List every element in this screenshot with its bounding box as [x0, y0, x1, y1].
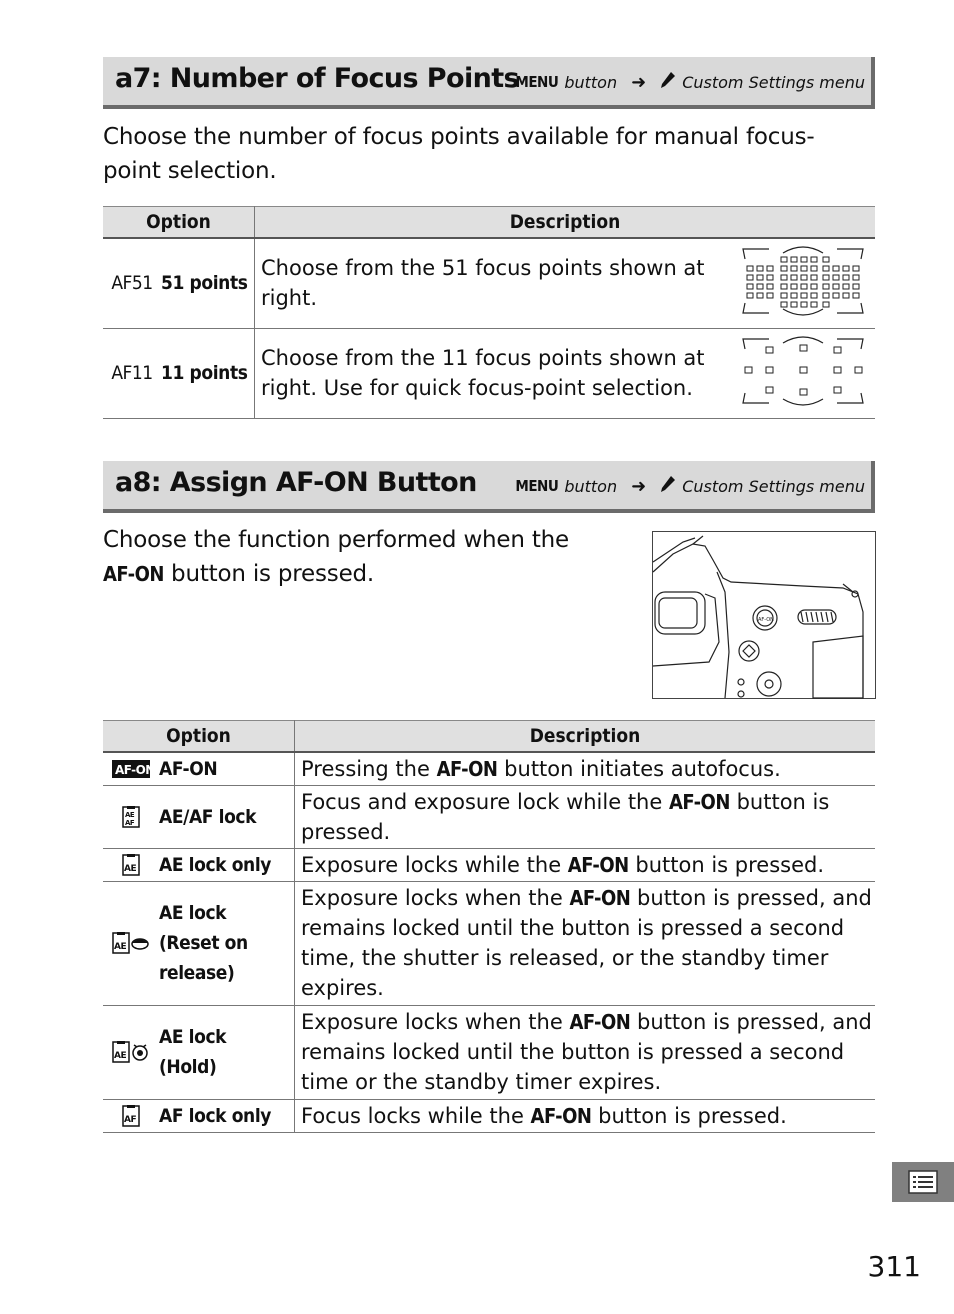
focus-point — [834, 387, 841, 393]
description-cell — [295, 1005, 876, 1099]
focus-point — [833, 275, 839, 280]
focus-point — [823, 284, 829, 289]
focus-point — [853, 284, 859, 289]
table-row — [103, 328, 875, 418]
description-part: Exposure locks while the — [301, 852, 568, 877]
description-cell — [255, 238, 876, 328]
option-label: AE/AF lock — [159, 805, 257, 828]
focus-point — [766, 347, 773, 353]
description-part: button is pressed, and remains locked until the button is pressed a second time or the standby timer expires. — [301, 1010, 872, 1094]
description-text — [295, 1007, 875, 1097]
svg-text:AE: AE — [114, 942, 127, 952]
focus-point — [801, 293, 807, 298]
description-cell — [295, 752, 876, 785]
focus-point — [800, 389, 807, 395]
option-cell — [103, 238, 255, 328]
focus-point — [823, 266, 829, 271]
focus-point — [843, 266, 849, 271]
section-title: a8: Assign AF-ON Button — [115, 467, 477, 498]
focus-point — [843, 284, 849, 289]
description-cell — [255, 328, 876, 418]
focus-point — [791, 302, 797, 307]
focus-point — [781, 302, 787, 307]
focus-point — [767, 293, 773, 298]
description-cell — [295, 881, 876, 1005]
option-cell — [103, 848, 295, 881]
description-part: button initiates autofocus. — [497, 756, 781, 781]
svg-text:AE: AE — [124, 863, 137, 874]
af-on-assignment-table — [103, 720, 875, 1133]
intro-text-a7: Choose the number of focus points available for manual focus-point selection. — [103, 124, 815, 184]
menu-button-label: MENU — [515, 73, 559, 91]
svg-text:AF-ON: AF-ON — [115, 762, 155, 777]
af-on-button-label: AF-ON — [530, 1103, 592, 1128]
button-word: button — [564, 476, 618, 496]
description-cell — [295, 785, 876, 848]
option-cell — [103, 1099, 295, 1132]
focus-point — [747, 275, 753, 280]
focus-point — [853, 275, 859, 280]
description-cell — [295, 1099, 876, 1132]
menu-name: Custom Settings menu — [682, 72, 865, 92]
table-row — [103, 238, 875, 328]
focus-point — [833, 293, 839, 298]
focus-point — [747, 266, 753, 271]
focus-point — [823, 302, 829, 307]
svg-text:AF: AF — [124, 1114, 137, 1125]
description-part: button is pressed, and remains locked until the button is pressed a second time, the shutter is released, or the standby timer expires. — [301, 886, 872, 1000]
focus-point — [801, 275, 807, 280]
table-row — [103, 1005, 875, 1099]
focus-point — [781, 275, 787, 280]
description-text — [295, 754, 875, 784]
description-text: Choose from the 11 focus points shown at right. Use for quick focus-point selection. — [261, 346, 705, 400]
option-label: AE lock (Reset on release) — [159, 902, 248, 984]
description-text — [295, 1101, 875, 1131]
table-row — [103, 752, 875, 785]
option-cell — [103, 881, 295, 1005]
focus-point — [766, 367, 773, 373]
description-part: Pressing the — [301, 756, 437, 781]
section-header-a8 — [103, 461, 875, 513]
arrow-right-icon: ➜ — [631, 71, 647, 93]
focus-point — [811, 257, 817, 262]
table-row — [103, 1099, 875, 1132]
focus-point — [781, 257, 787, 262]
focus-point — [781, 284, 787, 289]
description-cell — [295, 848, 876, 881]
description-text — [295, 883, 875, 1003]
page-number: 311 — [867, 1250, 921, 1283]
svg-text:AE: AE — [125, 810, 135, 819]
focus-point — [791, 284, 797, 289]
intro-text-part: button is pressed. — [163, 561, 375, 587]
table-row — [103, 848, 875, 881]
table-header-row — [103, 721, 875, 753]
option-cell — [103, 785, 295, 848]
column-header-description: Description — [295, 721, 876, 753]
focus-point — [811, 284, 817, 289]
intro-text-part: Choose the function performed when the — [103, 527, 570, 553]
focus-points-table — [103, 206, 875, 419]
af-on-mode-icon — [103, 760, 159, 778]
list-icon — [908, 1170, 938, 1194]
focus-point — [853, 293, 859, 298]
camera-back-illustration — [652, 531, 876, 699]
focus-point — [833, 266, 839, 271]
af-on-button-label: AF-ON — [668, 789, 730, 814]
focus-point — [767, 275, 773, 280]
focus-point — [747, 284, 753, 289]
option-label: AF-ON — [159, 757, 218, 780]
ae-lock-only-icon — [103, 854, 159, 876]
focus-point — [767, 284, 773, 289]
pencil-icon — [660, 71, 676, 93]
option-label: AE lock (Hold) — [159, 1026, 227, 1078]
svg-text:AF-ON: AF-ON — [758, 617, 774, 623]
focus-point — [855, 367, 862, 373]
focus-point — [757, 293, 763, 298]
description-part: Exposure locks when the — [301, 1010, 570, 1034]
option-cell — [103, 1005, 295, 1099]
focus-point — [853, 266, 859, 271]
intro-text-a8 — [103, 523, 623, 591]
button-word: button — [564, 72, 618, 92]
description-text — [295, 787, 875, 847]
menu-path — [515, 71, 865, 93]
focus-point — [757, 266, 763, 271]
focus-point — [757, 284, 763, 289]
focus-point — [823, 293, 829, 298]
ae-lock-reset-icon — [103, 932, 159, 954]
focus-point — [811, 302, 817, 307]
focus-point — [801, 284, 807, 289]
focus-point — [781, 266, 787, 271]
table-row — [103, 785, 875, 848]
option-cell — [103, 328, 255, 418]
option-label: 11 points — [161, 362, 248, 384]
focus-point — [800, 367, 807, 373]
focus-point — [766, 387, 773, 393]
ae-af-lock-icon — [103, 806, 159, 828]
focus-point — [800, 345, 807, 351]
description-part: button is pressed. — [301, 789, 830, 844]
focus-11-points-diagram — [739, 335, 867, 412]
af-on-button-label: AF-ON — [567, 852, 629, 877]
svg-text:AF: AF — [125, 818, 135, 827]
focus-point — [843, 275, 849, 280]
section-title: a7: Number of Focus Points — [115, 63, 519, 94]
description-part: button is pressed. — [591, 1103, 787, 1128]
focus-point — [823, 257, 829, 262]
menu-path — [515, 475, 865, 497]
focus-point — [834, 347, 841, 353]
description-part: Focus and exposure lock while the — [301, 789, 669, 814]
focus-point — [801, 257, 807, 262]
description-text: Choose from the 51 focus points shown at right. — [261, 256, 705, 311]
focus-point — [811, 275, 817, 280]
description-part: Exposure locks when the — [301, 886, 570, 910]
description-text — [295, 850, 875, 880]
focus-point — [811, 266, 817, 271]
focus-point — [811, 293, 817, 298]
menu-button-label: MENU — [515, 477, 559, 495]
option-cell — [103, 752, 295, 785]
option-label: 51 points — [161, 272, 248, 295]
arrow-right-icon: ➜ — [631, 475, 647, 497]
menu-name: Custom Settings menu — [682, 476, 865, 496]
af-lock-only-icon — [103, 1105, 159, 1127]
af11-icon: AF11 — [111, 362, 153, 384]
pencil-icon — [660, 475, 676, 497]
af-on-button-label: AF-ON — [569, 1010, 631, 1034]
column-header-description: Description — [255, 207, 876, 239]
focus-point — [801, 302, 807, 307]
option-label: AF lock only — [159, 1104, 272, 1127]
af51-icon: AF51 — [111, 272, 153, 295]
focus-point — [747, 293, 753, 298]
focus-51-points-diagram — [739, 245, 867, 322]
column-header-option: Option — [103, 207, 255, 239]
focus-point — [767, 266, 773, 271]
column-header-option: Option — [103, 721, 295, 753]
section-header-a7 — [103, 57, 875, 109]
focus-point — [745, 367, 752, 373]
option-label: AE lock only — [159, 853, 272, 876]
focus-point — [843, 293, 849, 298]
focus-point — [757, 275, 763, 280]
ae-lock-hold-icon — [103, 1041, 159, 1063]
focus-point — [833, 284, 839, 289]
focus-point — [823, 275, 829, 280]
description-part: button is pressed. — [628, 852, 825, 877]
table-header-row — [103, 207, 875, 239]
svg-text:AE: AE — [114, 1051, 127, 1061]
af-on-button-label: AF-ON — [103, 562, 164, 586]
table-row — [103, 881, 875, 1005]
focus-point — [791, 257, 797, 262]
focus-point — [781, 293, 787, 298]
menu-list-tab[interactable] — [892, 1162, 954, 1202]
focus-point — [801, 266, 807, 271]
af-on-button-label: AF-ON — [436, 756, 498, 781]
focus-point — [791, 293, 797, 298]
af-on-button-label: AF-ON — [569, 886, 631, 910]
focus-point — [791, 266, 797, 271]
focus-point — [834, 367, 841, 373]
description-part: Focus locks while the — [301, 1103, 531, 1128]
focus-point — [791, 275, 797, 280]
